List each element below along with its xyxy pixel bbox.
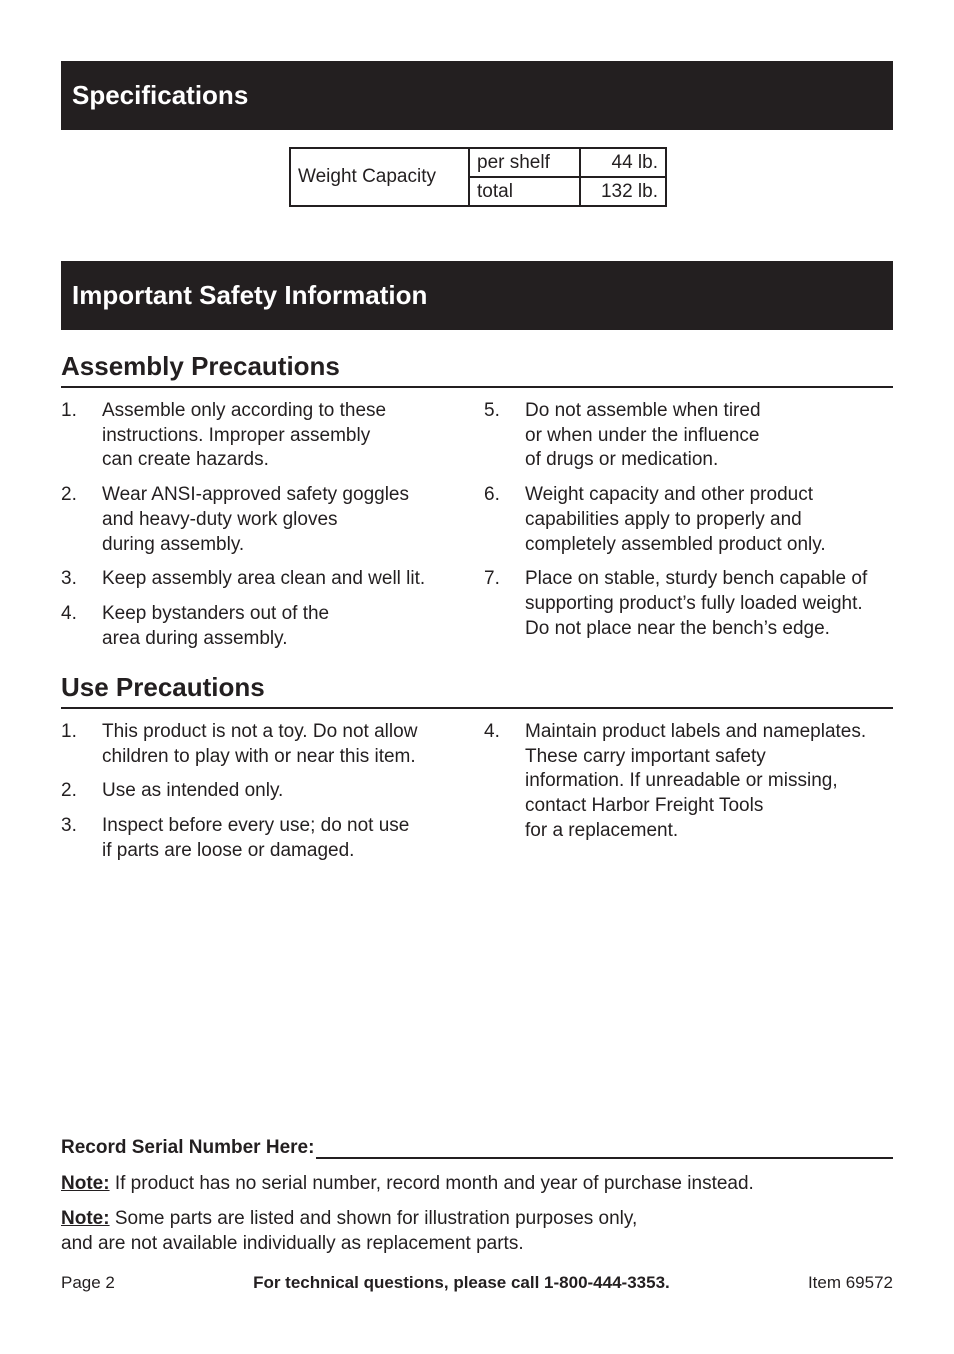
- note-tag: Note:: [61, 1208, 110, 1229]
- item-number: 1.: [61, 400, 77, 421]
- item-number-footer: Item 69572: [807, 1273, 893, 1292]
- item-text: Assemble only according to these instructions. Improper assembly can create hazards.: [102, 400, 387, 471]
- list-item: [61, 814, 471, 863]
- serial-number-field[interactable]: [61, 1137, 893, 1159]
- use-right-list: [484, 720, 904, 854]
- item-text: Wear ANSI-approved safety goggles and heavy-duty work gloves during assembly.: [102, 484, 409, 555]
- note-text: Some parts are listed and shown for illustration purposes only, and are not available individually as replacement parts.: [61, 1208, 638, 1254]
- item-number: 1.: [61, 721, 77, 742]
- list-item: [61, 483, 471, 557]
- list-item: [61, 399, 471, 473]
- page-number: Page 2: [61, 1273, 115, 1292]
- safety-heading: [61, 261, 893, 330]
- note-text: If product has no serial number, record month and year of purchase instead.: [114, 1173, 754, 1194]
- list-item: [484, 483, 904, 557]
- note-parts: [61, 1207, 637, 1256]
- specifications-heading-text: Specifications: [72, 80, 249, 110]
- note-serial: [61, 1172, 754, 1197]
- assembly-precautions-title: Assembly Precautions: [61, 351, 893, 388]
- list-item: [61, 779, 471, 804]
- item-number: 3.: [61, 815, 77, 837]
- weight-capacity-table: [289, 147, 667, 207]
- assembly-right-list: [484, 399, 904, 651]
- item-text: Place on stable, sturdy bench capable of supporting product’s fully loaded weight. Do not place near the bench’s edge.: [525, 568, 868, 639]
- use-left-list: [61, 720, 471, 874]
- item-text: Use as intended only.: [102, 780, 284, 802]
- weight-capacity-label: Weight Capacity: [290, 148, 469, 206]
- item-text: Keep bystanders out of the area during assembly.: [102, 602, 330, 649]
- item-number: 6.: [484, 484, 500, 506]
- item-text: Maintain product labels and nameplates. These carry important safety information. If unreadable or missing, contact Harbor Freight Tools for a replacement.: [525, 721, 867, 841]
- per-shelf-value: 44 lb.: [580, 148, 666, 177]
- table-row: [290, 148, 666, 177]
- item-number: 5.: [484, 400, 500, 421]
- note-tag: Note:: [61, 1173, 110, 1194]
- safety-heading-text: Important Safety Information: [72, 280, 428, 310]
- item-number: 7.: [484, 568, 500, 590]
- item-text: Inspect before every use; do not use if parts are loose or damaged.: [102, 815, 410, 861]
- use-precautions-title: Use Precautions: [61, 672, 893, 709]
- page-footer: [61, 1273, 893, 1293]
- total-unit: total: [469, 177, 580, 206]
- technical-phone: For technical questions, please call 1-800-444-3353.: [253, 1273, 670, 1292]
- specifications-heading: [61, 61, 893, 130]
- list-item: [61, 567, 471, 592]
- list-item: [484, 720, 904, 844]
- item-number: 4.: [484, 721, 500, 742]
- list-item: [61, 602, 471, 651]
- per-shelf-unit: per shelf: [469, 148, 580, 177]
- total-value: 132 lb.: [580, 177, 666, 206]
- item-number: 4.: [61, 602, 77, 624]
- assembly-left-list: [61, 399, 471, 661]
- serial-number-line[interactable]: [316, 1137, 893, 1159]
- item-number: 2.: [61, 484, 77, 506]
- item-text: Do not assemble when tired or when under the influence of drugs or medication.: [525, 400, 761, 471]
- list-item: [61, 720, 471, 769]
- serial-number-label: Record Serial Number Here:: [61, 1137, 315, 1158]
- list-item: [484, 399, 904, 473]
- list-item: [484, 567, 904, 641]
- item-text: Keep assembly area clean and well lit.: [102, 568, 426, 590]
- item-number: 3.: [61, 568, 77, 590]
- item-number: 2.: [61, 780, 77, 802]
- item-text: This product is not a toy. Do not allow children to play with or near this item.: [102, 721, 418, 767]
- item-text: Weight capacity and other product capabilities apply to properly and completely assembled product only.: [525, 484, 826, 555]
